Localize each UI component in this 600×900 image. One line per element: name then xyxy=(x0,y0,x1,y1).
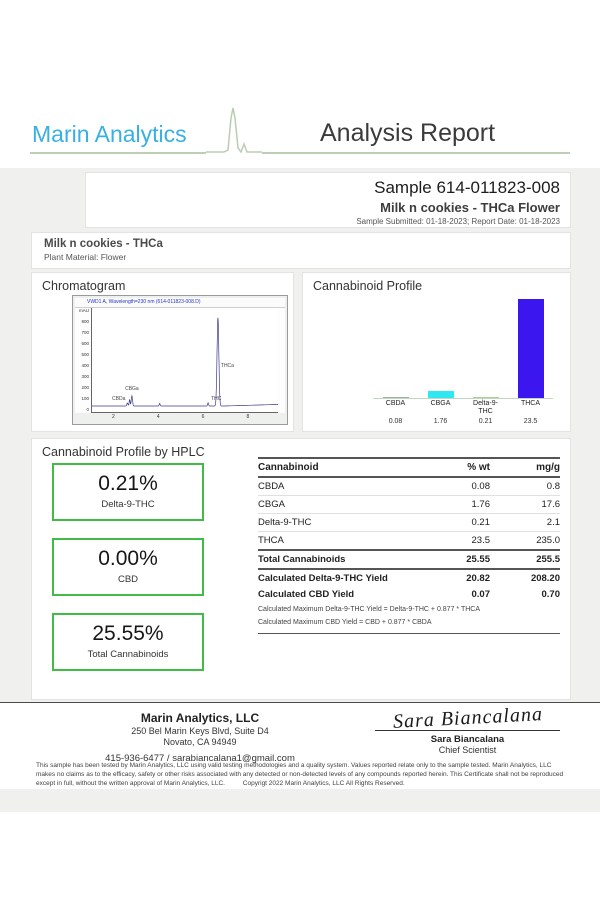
cell-mg: 235.0 xyxy=(536,535,560,546)
lab-address-line2: Novato, CA 94949 xyxy=(163,737,237,747)
lab-phone-email: 415-936-6477 / sarabiancalana1@gmail.com xyxy=(105,753,295,764)
bar-value-label: 0.08 xyxy=(388,418,403,425)
sample-info-box xyxy=(85,172,571,228)
bar-column xyxy=(508,299,553,425)
lab-name: Marin Analytics, LLC xyxy=(140,711,260,725)
table-total-row xyxy=(258,551,560,570)
hplc-panel xyxy=(31,438,571,700)
svg-text:CBGa: CBGa xyxy=(125,385,139,392)
cell-name: Delta-9-THC xyxy=(258,517,312,528)
table-row xyxy=(258,532,560,551)
brand-logo-text: Marin Analytics xyxy=(32,121,187,147)
col-header-mg: mg/g xyxy=(536,462,560,473)
summary-box-delta9thc xyxy=(52,463,204,521)
bar-cbga xyxy=(428,391,454,399)
summary-value: 0.00% xyxy=(98,547,158,570)
sample-dates: Sample Submitted: 01-18-2023; Report Date: 01-18-2023 xyxy=(356,217,560,226)
cell-mg: 255.5 xyxy=(536,554,560,565)
chromatogram-window xyxy=(72,295,288,425)
bar-thca xyxy=(518,299,544,398)
cell-wt: 0.08 xyxy=(471,481,490,492)
sample-name: Milk n cookies - THCa Flower xyxy=(380,200,560,215)
signature-image xyxy=(375,703,560,733)
summary-label: Delta-9-THC xyxy=(101,499,155,510)
table-header-row xyxy=(258,459,560,478)
col-header-wt: % wt xyxy=(467,462,490,473)
svg-text:THCa: THCa xyxy=(220,363,234,369)
svg-text:THC: THC xyxy=(211,396,222,402)
bar-column xyxy=(418,299,463,425)
signer-role: Chief Scientist xyxy=(438,745,497,755)
cell-wt: 23.5 xyxy=(471,535,490,546)
disclaimer-text xyxy=(36,761,564,788)
bar-cbda xyxy=(383,397,409,398)
report-footer xyxy=(0,702,600,789)
cell-mg: 0.8 xyxy=(546,481,560,492)
table-calc-row xyxy=(258,570,560,586)
cell-mg: 17.6 xyxy=(541,499,560,510)
report-title: Analysis Report xyxy=(320,119,496,147)
bar-category-label: Delta-9-THC xyxy=(473,400,498,416)
signature-block xyxy=(375,703,560,755)
bar-category-label: CBGA xyxy=(430,400,451,407)
chromatogram-peak-icon xyxy=(206,106,262,156)
chromatogram-panel xyxy=(31,272,294,432)
bar-column xyxy=(463,299,508,425)
cell-wt: 0.21 xyxy=(471,517,490,528)
strain-title: Milk n cookies - THCa xyxy=(44,238,163,250)
cell-wt: 0.07 xyxy=(471,588,490,600)
sample-id: Sample 614-011823-008 xyxy=(374,178,560,197)
plant-material: Plant Material: Flower xyxy=(44,252,127,262)
col-header-cannabinoid: Cannabinoid xyxy=(258,462,319,473)
table-footnote: Calculated Maximum Delta-9-THC Yield = Delta-9-THC + 0.877 * THCA xyxy=(258,606,481,613)
chromatogram-y-axis: mAU 800 700 600 500 400 300 200 100 0 xyxy=(79,308,89,412)
bar-value-label: 23.5 xyxy=(523,418,538,425)
chromatogram-window-title: VWD1 A, Wavelength=230 nm (614-011823-008.D) xyxy=(75,298,285,308)
table-row xyxy=(258,496,560,514)
lab-contact-block xyxy=(60,711,340,764)
header-divider xyxy=(30,152,570,154)
summary-label: Total Cannabinoids xyxy=(87,649,169,660)
cell-name: CBGA xyxy=(258,499,285,510)
bar-value-label: 1.76 xyxy=(433,418,448,425)
hplc-heading: Cannabinoid Profile by HPLC xyxy=(42,445,205,459)
table-row xyxy=(258,514,560,532)
cell-name: Calculated CBD Yield xyxy=(258,588,355,600)
chromatogram-heading: Chromatogram xyxy=(42,279,126,293)
chromatogram-plot-row xyxy=(75,308,285,413)
cell-name: THCA xyxy=(258,535,284,546)
cell-wt: 20.82 xyxy=(466,572,490,584)
bar-category-label: THCA xyxy=(520,400,541,407)
bar-value-label: 0.21 xyxy=(478,418,493,425)
cannabinoid-profile-panel xyxy=(302,272,571,432)
cell-mg: 208.20 xyxy=(530,572,560,584)
chromatogram-x-axis: 2 4 6 8 xyxy=(112,414,250,420)
chromatogram-trace-svg xyxy=(91,308,278,413)
table-row xyxy=(258,478,560,496)
bar-column xyxy=(373,299,418,425)
cannabinoid-bar-chart xyxy=(373,299,553,425)
strain-info-strip xyxy=(31,232,571,269)
disclaimer-body: This sample has been tested by Marin Analytics, LLC using valid testing methodologies and a quality system. Values reported relate only to the sample tested. Marin Analytics, LLC makes no claims as to the efficacy, safety or other risks associated with any detected or non-detected levels of any compounds reported herein. This Certificate shall not be reproduced except in full, without the written approval of Marin Analytics, LLC. xyxy=(36,762,564,788)
cell-name: Total Cannabinoids xyxy=(258,554,346,565)
table-calc-row xyxy=(258,586,560,602)
summary-box-total-cannabinoids xyxy=(52,613,204,671)
signer-name: Sara Biancalana xyxy=(430,734,505,745)
cell-wt: 1.76 xyxy=(471,499,490,510)
cannabinoid-table xyxy=(258,457,560,634)
bar-delta-9-thc xyxy=(473,397,499,398)
cell-mg: 2.1 xyxy=(546,517,560,528)
lab-address-line1: 250 Bel Marin Keys Blvd, Suite D4 xyxy=(131,726,269,736)
signature-script-text: Sara Biancalana xyxy=(392,703,543,733)
bar-category-label: CBDA xyxy=(385,400,406,407)
summary-value: 25.55% xyxy=(92,622,164,645)
cell-mg: 0.70 xyxy=(541,588,560,600)
table-footnote: Calculated Maximum CBD Yield = CBD + 0.877 * CBDA xyxy=(258,619,432,627)
summary-box-cbd xyxy=(52,538,204,596)
svg-text:CBDa: CBDa xyxy=(112,396,126,402)
summary-value: 0.21% xyxy=(98,472,158,495)
copyright-text: Copyrigt 2022 Marin Analytics, LLC All Rights Reserved. xyxy=(242,780,405,788)
cell-name: CBDA xyxy=(258,481,285,492)
cell-wt: 25.55 xyxy=(466,554,490,565)
summary-label: CBD xyxy=(117,574,139,585)
profile-heading: Cannabinoid Profile xyxy=(313,279,423,293)
cell-name: Calculated Delta-9-THC Yield xyxy=(258,572,388,584)
